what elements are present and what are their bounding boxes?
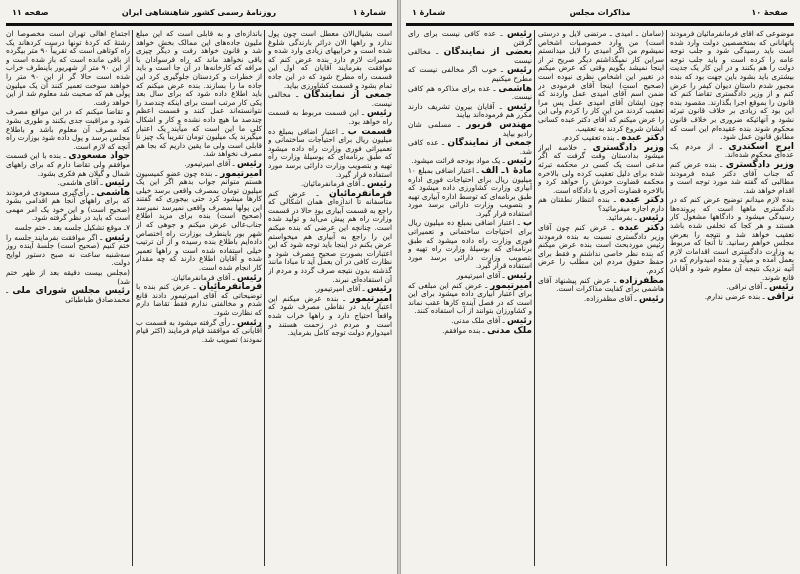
paragraph — [136, 283, 262, 317]
speaker-name: رئیس — [105, 178, 130, 189]
speaker-name: امیرتیمور — [490, 280, 532, 291]
paragraph-text: بنده لازم میدانم توضیح عرض کنم که در دادگستری ماهها است که پرونده‌ها رسیدگی میشود و دادگاهها مشغول کار هستند و هر کجا که تخلفی شده باشد تعقیب خواهد شد و نتیجه را بعرض مجلس خواهم رسانید. تا آنجا که مربوط به وزارت دادگستری است اقدامات لازم بعمل آمده و میآید و بنده امیدوارم که در آتیه نزدیک نتیجه آن معلوم شود و آقایان قانع شوند. — [670, 195, 794, 282]
paragraph-text: ـ عرض کنم بنده با توضیحاتی که آقای امیرتیمور دادند قانع شدم و مخالفتی ندارم فقط تقاضا دارم که نظارت شود. — [136, 282, 262, 317]
paragraph-text: ـ آقای ملک مدنی. — [451, 316, 505, 325]
paragraph — [538, 134, 664, 143]
right-page — [400, 0, 800, 574]
text-column — [408, 30, 532, 568]
text-column — [268, 30, 392, 568]
paragraph — [408, 157, 532, 166]
paragraph-text: ـ خلاصه ابراز میشود بدادستان وقت گرفت که اگر مدعی است یک کسی در محکمه تبرئه شده برای دلیل تعقیب کرده ولی بالاخره محکمه قضاوت خودش را خواهد کرد و بالاخره قضاوت آخری با دادگاه است. — [538, 142, 664, 195]
speaker-name: ب — [522, 218, 532, 229]
paragraph — [408, 85, 532, 102]
paragraph-text: ـ مخالفی نیست. — [268, 90, 392, 108]
paragraph-text: ۷ـ موقع تشکیل جلسه بعد ـ ختم جلسه — [14, 223, 130, 233]
paragraph — [268, 295, 392, 338]
paragraph-text: ـ آقای امیرتیمور — [456, 271, 505, 281]
paragraph-text: ـ اعتبار اضافی بمبلغ ده میلیون ریال برای احتیاجات ساختمانی و تعمیراتی فوری وزارت راه داده میشود که طبق برنامه‌ای که بوسیلهٔ وزارت راه تهیه و بتصویب وزارت دارائی برسد مورد استفاده قرار گیرد. — [268, 126, 392, 179]
page-header — [408, 6, 792, 22]
paragraph — [408, 48, 532, 65]
speaker-name: دکتر عبده — [619, 195, 664, 206]
paragraph — [670, 283, 794, 292]
section-title: مذاکرات مجلس — [569, 8, 631, 17]
paragraph — [408, 66, 532, 83]
paragraph — [670, 161, 794, 195]
paragraph — [670, 196, 794, 282]
paragraph-text: (مجلس بیست دقیقه بعد از ظهر ختم شد) — [6, 268, 130, 286]
speaker-name: وزیر دادگستری — [725, 159, 794, 170]
speaker-name: قسمت ب — [347, 126, 392, 137]
column-divider — [666, 30, 667, 566]
paragraph — [6, 224, 130, 233]
speaker-name: فرمانفرمائیان — [199, 282, 262, 293]
paragraph — [6, 30, 130, 107]
paragraph — [268, 109, 392, 126]
paragraph — [136, 30, 262, 159]
paragraph-text: ـ آقای نراقی. — [726, 282, 767, 292]
paragraph — [136, 170, 262, 273]
speaker-name: مظفرزاده — [619, 275, 664, 286]
paragraph — [6, 179, 130, 188]
paragraph — [6, 269, 130, 286]
speaker-name: هاشمی — [96, 187, 130, 198]
speaker-name: رئیس — [237, 317, 262, 328]
paragraph-text: ـ بفرمائید. — [605, 213, 637, 223]
paragraph-text: ـ رأی‌گیری مسعودی فرمودند که برای راههای آنجا هم اقدامی بشود (صحیح است) و این خود یک امر مهمی است که باید در نظر گرفته شود. — [6, 187, 130, 223]
paragraph-text: و تقاضا میکنم که در این مواقع مصرف شود و مراقبت جدی بکنند و طوری بشود که مصرف آن معلوم باشد و باطلاع مجلس برسد و پول داده شود بوزارت راه آنچه که لازم است. — [6, 107, 130, 151]
header-rule — [406, 23, 794, 26]
paragraph-text: ـ اعتبار اضافی بمبلغ ۱۰ میلیون ریال برای احتیاجات فوری اداره آبیاری وزارت کشاورزی داده میشود که طبق برنامه‌ای که توسط اداره آبیاری تهیه و بتصویب وزارت دارائی برسد مورد استفاده قرار گیرد. — [408, 165, 532, 218]
newspaper-title: روزنامهٔ رسمی کشور شاهنشاهی ایران — [121, 8, 277, 17]
paragraph — [538, 224, 664, 276]
speaker-name: رئیس — [769, 282, 794, 293]
speaker-name: وزیر دادگستری — [592, 142, 664, 153]
speaker-name: دکتر عبده — [621, 133, 664, 144]
paragraph-text: ـ محمدصادق طباطبائی — [6, 286, 130, 304]
paragraph — [538, 295, 664, 304]
paragraph-text: ـ آقای فرمانفرمائیان. — [170, 272, 235, 282]
speaker-name: هاشمی — [498, 83, 532, 94]
paragraph — [408, 219, 532, 271]
column-divider — [264, 30, 265, 566]
speaker-name: رئیس — [639, 213, 664, 224]
speaker-name: نراقی — [766, 291, 794, 302]
speaker-name: رئیس — [237, 272, 262, 283]
paragraph-text: ـ اگر موافقت بفرمایند جلسه را ختم کنیم (صحیح است) جلسهٔ آینده روز سه‌شنبه ساعت نه صبح دستور لوایح دولت. — [6, 232, 130, 268]
paragraph — [268, 190, 392, 285]
paragraph-text: ـ آقای امیرتیمور. — [184, 158, 235, 168]
speaker-name: رئیس — [507, 271, 532, 282]
paragraph — [670, 293, 794, 302]
paragraph — [6, 152, 130, 178]
paragraph — [538, 196, 664, 213]
paragraph-text: ـ عده برای مذاکره هم کافی نیست. — [408, 83, 532, 102]
issue-number: شمارهٔ ۱ — [352, 8, 386, 17]
paragraph — [6, 189, 130, 223]
speaker-name: رئیس — [507, 65, 532, 76]
left-page — [0, 0, 398, 574]
paragraph — [408, 272, 532, 281]
speaker-name: رئیس — [367, 179, 392, 190]
paragraph-text: ـ بنده موافقم. — [442, 325, 485, 335]
header-rule — [6, 23, 392, 26]
column-divider — [534, 30, 535, 566]
paragraph — [6, 234, 130, 268]
paragraph-text: ـ آقایان بیرون تشریف دارند مکرر هم فرموده‌اند بیایند — [408, 101, 532, 120]
paragraph-text: ـ بنده عرض میکنم این اعتبار باید در نقاطی مصرف شود که واقعاً احتیاج دارد و راهها خراب شده است و مردم در زحمت هستند و امیدوارم دولت توجه کامل بفرماید. — [268, 293, 392, 338]
paragraph — [538, 30, 664, 133]
paragraph — [408, 327, 532, 336]
paragraph — [6, 108, 130, 151]
column-divider — [132, 30, 133, 566]
paragraph-text: ـ عرض کنم چون آقای وزیر دادگستری نسبت به بنده فرمودند رئیس موردبحث است بنده عرض میکنم که بنده نظر خاصی نداشتم و فقط برای حفظ حقوق مردم این مطلب را عرض کردم. — [538, 223, 664, 276]
page-header — [8, 6, 390, 22]
paragraph-text: ـ آقای مظفرزاده. — [583, 293, 637, 303]
paragraph-text: ـ مسلمی شان رادیو بیاید — [408, 119, 532, 138]
paragraph-text: ـ یک مواد بودجه قرائت میشود. — [411, 156, 505, 166]
speaker-name: ایرج اسکندری — [728, 141, 794, 152]
paragraph-text: ـ این قسمت مربوط به قسمت راه خواهد بود. — [268, 108, 392, 126]
speaker-name: جمعی از نمایندگان — [303, 90, 392, 101]
paragraph-text: ـ عرض کنم پیشنهاد آقای هاشمی برای کفایت مذاکرات است. — [538, 275, 664, 294]
speaker-name: رئیس — [507, 316, 532, 326]
paragraph-text: ـ بنده انتظار نطقتان هم دارم اجازه میفرمائید؟ — [538, 195, 664, 213]
speaker-name: امیرتیمور — [350, 293, 392, 304]
paragraph — [408, 30, 532, 47]
paragraph — [408, 167, 532, 219]
paragraph-text: ـ آقای هاشمی. — [57, 178, 103, 188]
paragraph-text: ـ بنده تعقیب کردم. — [561, 133, 620, 143]
paragraph-text: ـ بنده چون عضو کمیسیون هستم متوانم جواب بدهم اگر این یک میلیون تومان بمصرف واقعی برسد خیلی کارها میشود کرد حتی بیجوری که گفتند این پولها بمصرف واقعی نمیرسد نمیرسد (صحیح است) بنده برای مزید اطلاع جناب‌عالی عرض میکنم و جوهی که از شهر بور باینطرف بوزارت راه اختصاص داده‌ایم باطلاع بنده رسیده و از آن ترتیب خیلی استفاده شده است و راهها تعمیر شده و آقایان اطلاع دارند که چه مقدار کار انجام شده است. — [136, 168, 262, 273]
paragraph-text: ـ بنده عرض کنم که جناب آقای دکتر عبده فرمودند مطالبی که گفته شد مورد توجه است و اقدام خواهد شد. — [670, 159, 794, 195]
page-number: صفحهٔ ۱۰ — [751, 8, 788, 17]
paragraph — [268, 128, 392, 180]
paragraph-text: ـ مخالفی نیست — [408, 47, 532, 65]
paragraph — [6, 287, 130, 304]
paragraph-text: ـ اعتبار اضافی بمبلغ ده میلیون ریال برای احتیاجات ساختمانی و تعمیراتی فوری وزارت راه داده میشود که طبق برنامه‌ای که بوسیلهٔ وزارت راه تهیه و بتصویب وزارت دارائی برسد مورد استفاده قرار گیرد. — [408, 218, 532, 271]
page-number: صفحه ۱۱ — [12, 8, 49, 17]
issue-number: شمارهٔ ۱ — [412, 8, 446, 17]
paragraph-text: ـ آقای امیرتیمور. — [314, 284, 365, 294]
text-column — [670, 30, 794, 568]
paragraph — [538, 214, 664, 223]
speaker-name: جمعی از نمایندگان — [447, 138, 532, 149]
speaker-name: رئیس — [507, 30, 532, 39]
speaker-name: رئیس — [367, 108, 392, 119]
paragraph-text: ـ خوب اگر مخالفی نیست که مطرح میکنیم — [408, 65, 532, 83]
speaker-name: رئیس — [507, 101, 532, 112]
speaker-name: جواد مسعودی — [68, 151, 130, 162]
paragraph — [136, 160, 262, 169]
paragraph — [408, 139, 532, 156]
paragraph-text: ـ از مردم یک عده‌ای محکوم شده‌اند. — [670, 141, 794, 160]
speaker-name: امیرتیمور — [220, 168, 262, 179]
speaker-name: دکتر عبده — [618, 223, 664, 234]
paragraph-text: ـ بنده با این قسمت موافقم ولی تقاضا دارم که برای راههای شمال و گیلان هم فکری بشود. — [6, 151, 130, 178]
paragraph — [268, 285, 392, 294]
paragraph-text: ـ عده کافی نیست برای رأی گرفتن — [408, 30, 532, 47]
speaker-name: مادهٔ ۱ـ الف — [481, 165, 532, 176]
paragraph — [408, 121, 532, 138]
paragraph — [268, 30, 392, 90]
paragraph-text: است بشیال‌الان معطل است چون پول ندارد و راهها الان دراثر بارندگی شلوغ شده است و خرابیهای زیادی وارد شده و تعمیرات لازم دارد بنده عرض کنم که موافقت بفرمایند آقایان که اول این قسمت راه مطرح شود که در این جاده تمام بشود و قسمت کشاورزی بیاید. — [268, 30, 392, 90]
paragraph-text: ـ آقای فرمانفرمائیان. — [300, 179, 365, 189]
paragraph — [268, 180, 392, 189]
paragraph — [268, 91, 392, 108]
paragraph — [408, 317, 532, 326]
speaker-name: رئیس — [237, 158, 262, 169]
paragraph-text: موضوعی که آقای فرمانفرمائیان فرمودند پاتهانانی که بمتخصصین دولت وارد شده است باید رسیدگی شود و جلب توجه عامه را کرده است و باید جلب توجه دولت را هم بکنند و در این کار یک جدیت بیشتری باید بشود باین جهت بود که بنده مجبور شدم داستان دیوان کیفر را عرض کنم و از وزیر دادگستری تقاضا کنم که قانون را بموقع اجرا بگذارند. مقصود بنده این بود که زیادی بر خلاف قانون تبرئه نشود و آنهائیکه ضروری بر خلاف قانون محکوم شوند بنده عقیده‌ام این است که مطابق قانون عمل شود. — [670, 30, 794, 142]
paragraph — [538, 277, 664, 294]
speaker-name: ملک مدنی — [487, 325, 532, 336]
paragraph-text: باندازه‌ای و به قابلی است که این مبلغ ملیون جاده‌های این ممالک بخش خواهد شد و قانون خواهد رفت و دیگر چیزی باقی نخواهد ماند که راه قرسوادان با مرافه که کارخانه‌ها در آن جا است و باید از خطرات و کردستان جلوگیری کرد این جاده ما را بسازند. بنده عرض میکنم که باید اطلاع داده شود که برای سال بعد یکی کار مرتب است برای اینکه چندصد را نتوانسته‌اند عمل کنند و قسمت اعظم چندصد ما هیچ داده نشده و کار و اشکال کلی ما این است که میآیند یک اعتبار میگیرند یک میلیون تومان تقریباً یک چیز نا قابلی است ولی ما یقین داریم که بجا هم مصرف نخواهد شد. — [136, 30, 262, 159]
paragraph-text: ـ عده کافی شد. — [408, 138, 532, 156]
speaker-name: مهندس فریور — [466, 119, 532, 130]
paragraph-text: ـ عرض کنم متأسفانه تا اندازه‌ای همان اشکالی که راجع به قسمت آبیاری بود حالا در قسمت وزارت راه هم پیش می‌آید و تولید شده است. چنانچه این عرضی که بنده میکنم این را راجع به آبیاری هم میخواستم عرض بکنم در اینجا باید توجه شود که این اعتبارات بصورت صحیح مصرف شود و نظارت کافی در آن بعمل آید تا مبادا مانند گذشته بدون نتیجه صرف گردد و مردم از آن استفاده‌ای نبرند. — [268, 188, 392, 284]
paragraph-text: ـ بنده عرضی ندارم. — [704, 291, 765, 301]
text-column — [6, 30, 130, 568]
paragraph — [408, 282, 532, 316]
paragraph — [538, 144, 664, 196]
text-column — [136, 30, 262, 568]
speaker-name: رئیس — [639, 293, 664, 304]
paragraph — [136, 274, 262, 283]
speaker-name: رئیس مجلس شورای ملی — [12, 286, 130, 297]
paragraph — [670, 30, 794, 142]
text-column — [538, 30, 664, 568]
paragraph — [136, 319, 262, 345]
speaker-name: رئیس — [105, 232, 130, 243]
paragraph-text: (سامان ـ امیدی ـ مرتضی لایل و درستی است) من وارد خصوصیات اشخاص نمیشوم من اگر امیدی را لایل میدانستم سراین کار نمیگذاشتم دیگر صریح تر از اینجا نمیشد بگویم وقتی که عرض میکنم در تغییر این اشخاص نظری نبوده است (صحیح است) اینجا آقای فرمودی در ضمن اسم آقای امیدی عمل واردند که چون ایشان آقای امیدی عمل پس مرا تعقیب کردند من این کار را کردم ولی این را عرض میکنم که آقای دکتر عبده کسانی ایشان شروع کردند به تعقیب. — [538, 30, 664, 133]
paragraph — [670, 143, 794, 160]
speaker-name: بعضی از نمایندگان — [443, 47, 532, 58]
paragraph-text: ـ عرض کنم این مبلغی که برای اعتبار آبیاری داده میشود برای این است که در فصل آینده کارها عقب نماند و کشاورزان بتوانند از آب استفاده کنند. — [408, 280, 532, 316]
speaker-name: رئیس — [367, 284, 392, 295]
paragraph-text: اجتماع اهالی تهران است مخصوصاً آن رشتهٔ که کردهٔ تونها درست کردهاند یک راه کوتاهی است که تقریباً ۹۰ متر بیگرده از باقی مانده است که باز شده است و از این ۹۰ متر از شهریور باینطرف خراب شده است حالا گر از این ۹۰ متر را خواهند سوخت تعمیر کنند آن یک میلیون پولی هم که صحبت شد معلوم شد از این خواهد رفت. — [6, 30, 130, 107]
speaker-name: فرمانفرمائیان — [329, 188, 392, 199]
paragraph-text: ـ رأی گرفته میشود به قسمت ب آقایانی که موافقند قیام فرمایند (اکثر قیام نمودند) تصویب شد. — [136, 317, 262, 344]
speaker-name: رئیس — [507, 156, 532, 167]
paragraph — [408, 103, 532, 120]
